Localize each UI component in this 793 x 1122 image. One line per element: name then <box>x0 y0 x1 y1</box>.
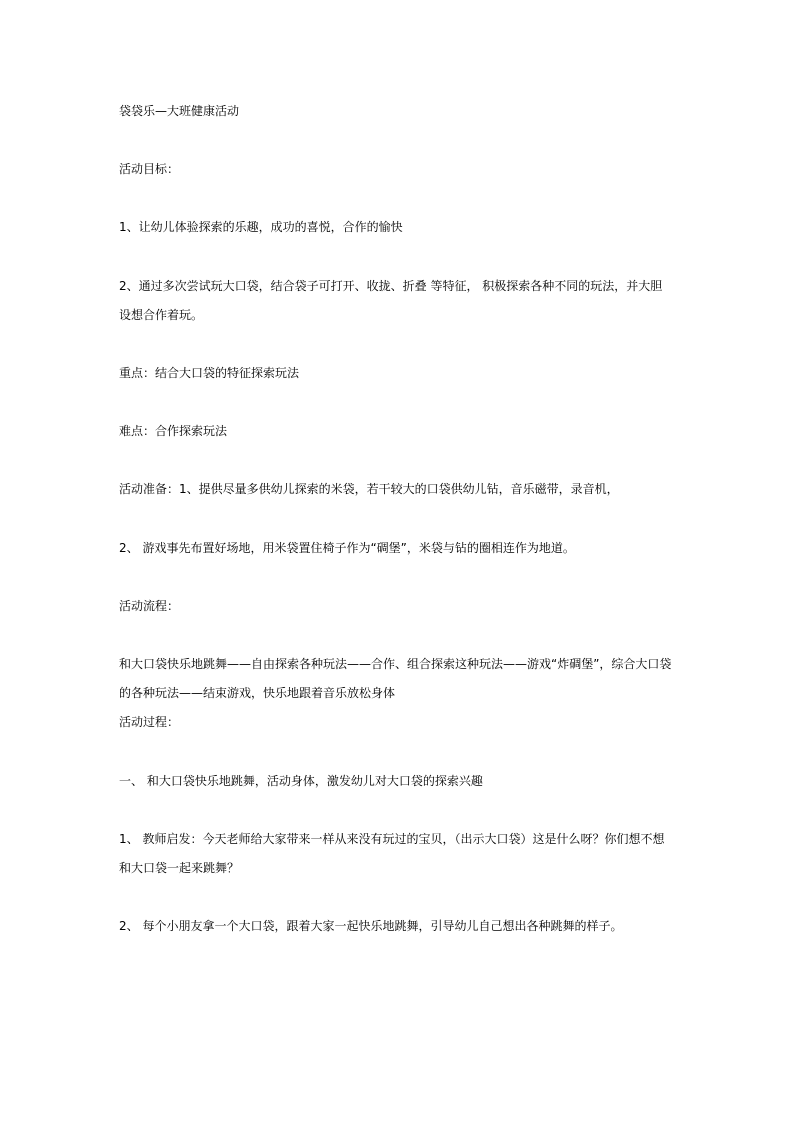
process-heading: 活动过程： <box>119 715 180 729</box>
flow-line-2: 的各种玩法——结束游戏，快乐地跟着音乐放松身体 <box>119 686 396 700</box>
goals-heading: 活动目标： <box>119 162 180 176</box>
difficulty: 难点：合作探索玩法 <box>119 424 228 438</box>
preparation-item-2: 2、 游戏事先布置好场地，用米袋置住椅子作为“碉堡”，米袋与钻的圈相连作为地道。 <box>119 541 575 555</box>
step-1-line-2: 和大口袋一起来跳舞？ <box>119 861 240 875</box>
key-point: 重点：结合大口袋的特征探索玩法 <box>119 366 300 380</box>
flow-heading: 活动流程： <box>119 599 180 613</box>
goal-item-1: 1、让幼儿体验探索的乐趣，成功的喜悦，合作的愉快 <box>119 220 403 234</box>
step-2: 2、 每个小朋友拿一个大口袋，跟着大家一起快乐地跳舞，引导幼儿自己想出各种跳舞的样子。 <box>119 919 623 933</box>
flow-line-1: 和大口袋快乐地跳舞——自由探索各种玩法——合作、组合探索这种玩法——游戏“炸碉堡”，综合大口袋 <box>119 657 672 671</box>
preparation-item-1: 活动准备：1、提供尽量多供幼儿探索的米袋，若干较大的口袋供幼儿钻，音乐磁带，录音机， <box>119 482 619 496</box>
goal-item-2-line-1: 2、通过多次尝试玩大口袋，结合袋子可打开、收拢、折叠 等特征， 积极探索各种不同的玩法，并大胆 <box>119 279 663 293</box>
goal-item-2-line-2: 设想合作着玩。 <box>119 308 204 322</box>
section-1-heading: 一、 和大口袋快乐地跳舞，活动身体，激发幼儿对大口袋的探索兴趣 <box>119 774 483 788</box>
document-title: 袋袋乐—大班健康活动 <box>119 104 240 118</box>
step-1-line-1: 1、 教师启发：今天老师给大家带来一样从来没有玩过的宝贝，（出示大口袋）这是什么呀？你们想不想 <box>119 832 665 846</box>
